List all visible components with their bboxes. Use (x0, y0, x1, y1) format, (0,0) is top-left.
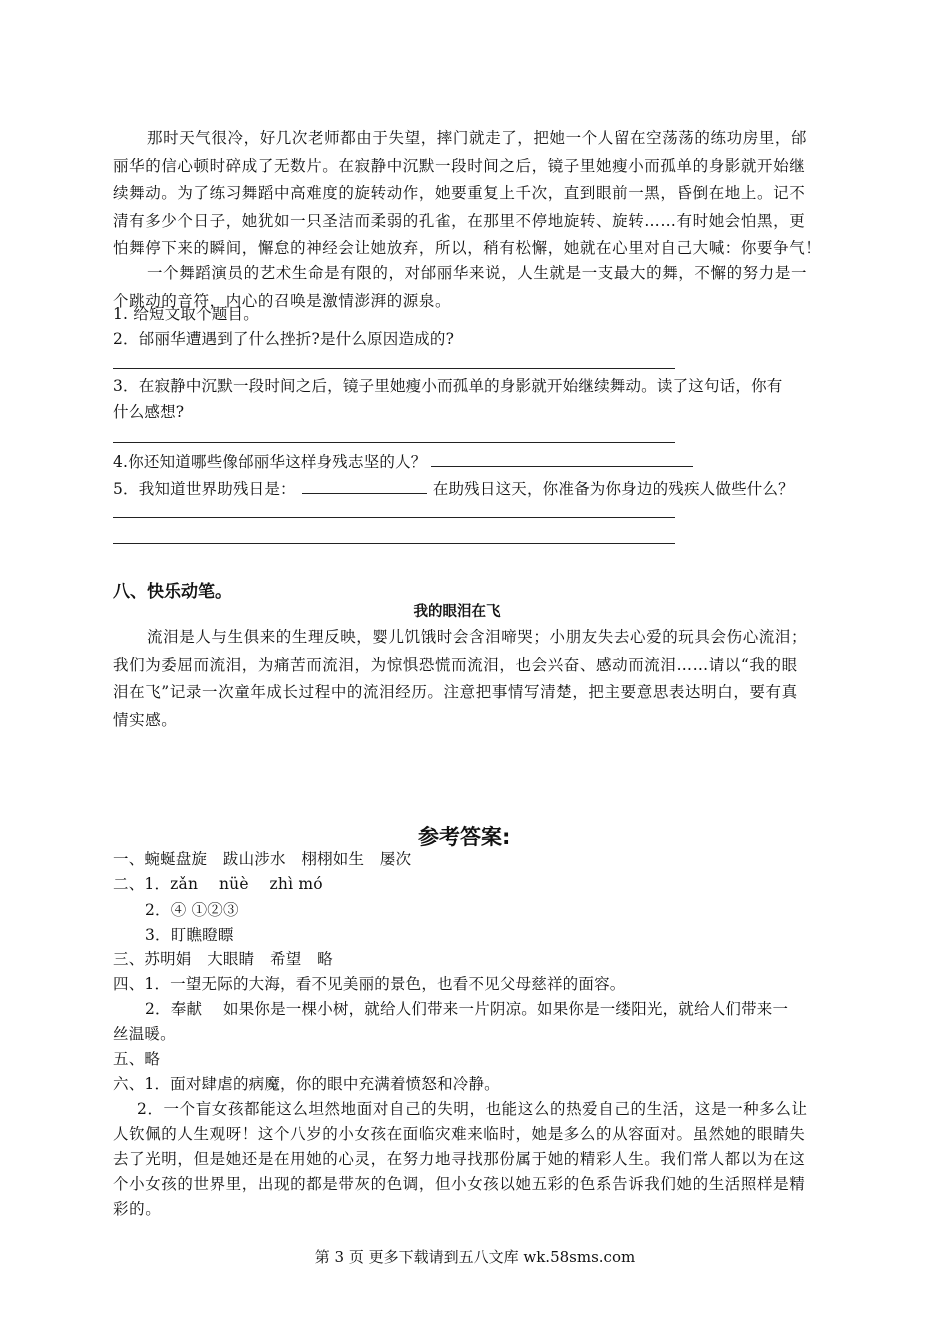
answer-4-1: 四、1．一望无际的大海，看不见美丽的景色，也看不见父母慈祥的面容。 (113, 975, 626, 993)
story-paragraph-1 (113, 125, 843, 263)
question-3-line-1: 3．在寂静中沉默一段时间之后，镜子里她瘦小而孤单的身影就开始继续舞动。读了这句话，你有 (113, 377, 783, 395)
answer-blank-q4[interactable] (431, 450, 693, 467)
essay-prompt-line: 情实感。 (113, 710, 178, 729)
answer-line-q3[interactable] (113, 442, 675, 443)
answer-6-2-line: 去了光明，但是她还是在用她的心灵，在努力地寻找那份属于她的精彩人生。我们常人都以为在这 (113, 1150, 806, 1168)
story-line: 怕舞停下来的瞬间，懈怠的神经会让她放弃，所以，稍有松懈，她就在心里对自己大喊：你要争气！ (113, 239, 822, 257)
story-line: 清有多少个日子，她犹如一只圣洁而柔弱的孔雀，在那里不停地旋转、旋转……有时她会怕黑，更 (113, 211, 806, 230)
answer-blank-q5[interactable] (302, 477, 427, 494)
story-line: 丽华的信心顿时碎成了无数片。在寂静中沉默一段时间之后，镜子里她瘦小而孤单的身影就开始继 (113, 156, 806, 175)
answer-6-1: 六、1．面对肆虐的病魔，你的眼中充满着愤怒和冷静。 (113, 1075, 500, 1093)
answer-4-2-line-2: 丝温暖。 (113, 1025, 176, 1043)
question-4-text: 4.你还知道哪些像邰丽华这样身残志坚的人？ (113, 453, 427, 471)
answers-title: 参考答案: (418, 825, 511, 849)
question-5-text: 5．我知道世界助残日是： (113, 480, 296, 498)
story-line: 个跳动的音符，内心的召唤是激情澎湃的源泉。 (113, 291, 452, 310)
question-2: 2．邰丽华遭遇到了什么挫折?是什么原因造成的? (113, 330, 455, 348)
answer-3: 三、苏明娟 大眼睛 希望 略 (113, 950, 333, 968)
question-1: 1. 给短文取个题目。 (113, 305, 259, 323)
question-4 (113, 450, 693, 473)
answer-line-q2[interactable] (113, 368, 675, 369)
answer-5: 五、略 (113, 1050, 161, 1068)
question-5-text-2: 在助残日这天，你准备为你身边的残疾人做些什么？ (432, 480, 794, 498)
page-footer: 第 3 页 更多下载请到五八文库 wk.58sms.com (314, 1248, 636, 1266)
answer-line-q5-2[interactable] (113, 543, 675, 544)
answer-1: 一、蜿蜒盘旋 跋山涉水 栩栩如生 屡次 (113, 850, 412, 868)
answer-6-2-line: 彩的。 (113, 1200, 162, 1218)
story-line: 续舞动。为了练习舞蹈中高难度的旋转动作，她要重复上千次，直到眼前一黑，昏倒在地上。记不 (113, 184, 806, 202)
answer-2-3: 3．盯瞧瞪瞟 (145, 926, 234, 944)
question-3-line-2: 什么感想? (113, 403, 185, 421)
story-line: 一个舞蹈演员的艺术生命是有限的，对邰丽华来说，人生就是一支最大的舞，不懈的努力是一 (147, 264, 808, 282)
answer-6-2-line: 2．一个盲女孩都能这么坦然地面对自己的失明，也能这么的热爱自己的生活，这是一种多么让 (137, 1100, 808, 1118)
answer-6-2-line: 人钦佩的人生观呀！这个八岁的小女孩在面临灾难来临时，她是多么的从容面对。虽然她的眼睛失 (113, 1125, 806, 1143)
story-line: 那时天气很冷，好几次老师都由于失望，摔门就走了，把她一个人留在空荡荡的练功房里，邰 (147, 129, 808, 147)
essay-prompt-line: 流泪是人与生俱来的生理反映，婴儿饥饿时会含泪啼哭；小朋友失去心爱的玩具会伤心流泪； (147, 628, 808, 646)
answer-6-2-line: 个小女孩的世界里，出现的都是带灰的色调，但小女孩以她五彩的色系告诉我们她的生活照样是精 (113, 1175, 806, 1193)
essay-prompt-line: 泪在飞”记录一次童年成长过程中的流泪经历。注意把事情写清楚，把主要意思表达明白，要有真 (113, 683, 798, 701)
section-8-title: 八、快乐动笔。 (113, 582, 232, 602)
answer-line-q5-1[interactable] (113, 517, 675, 518)
answer-2-2: 2．④ ①②③ (145, 901, 239, 919)
answer-6-2 (113, 1097, 848, 1222)
answer-2-1: 二、1．zǎn nüè zhì mó (113, 875, 323, 893)
essay-prompt (113, 624, 848, 734)
question-5 (113, 477, 794, 500)
essay-prompt-line: 我们为委屈而流泪，为痛苦而流泪，为惊惧恐慌而流泪，也会兴奋、感动而流泪……请以“我的眼 (113, 655, 798, 674)
essay-title: 我的眼泪在飞 (413, 604, 501, 620)
answer-4-2-line-1: 2．奉献 如果你是一棵小树，就给人们带来一片阴凉。如果你是一缕阳光，就给人们带来一 (145, 1000, 789, 1018)
